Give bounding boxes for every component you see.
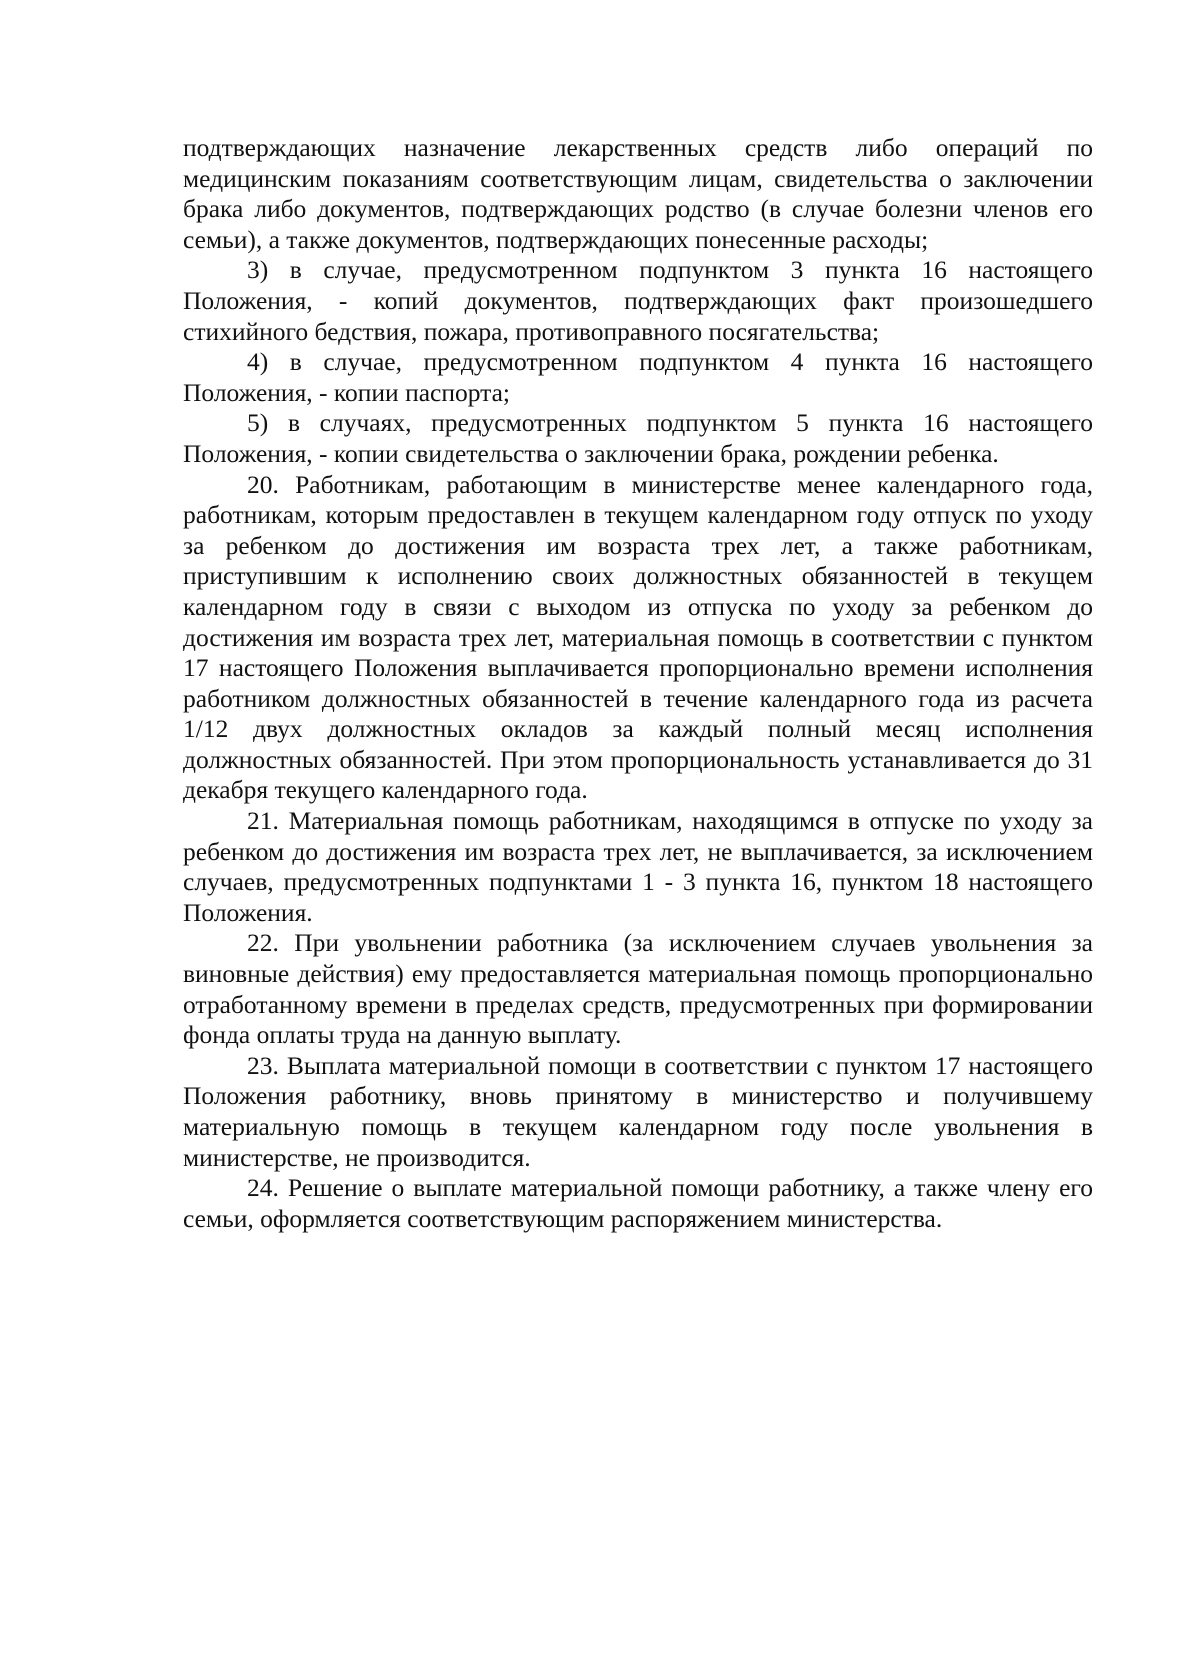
paragraph-item-24: 24. Решение о выплате материальной помощи работнику, а также члену его семьи, оформляется соответствующим распоряжением министерства. — [183, 1173, 1093, 1233]
paragraph-item-23: 23. Выплата материальной помощи в соответствии с пунктом 17 настоящего Положения работнику, вновь принятому в министерство и получившему материальную помощь в текущем календарном году после увольнения в министерстве, не производится. — [183, 1050, 1093, 1172]
document-body — [183, 133, 1093, 1234]
paragraph-item-21: 21. Материальная помощь работникам, находящимся в отпуске по уходу за ребенком до достижения им возраста трех лет, не выплачивается, за исключением случаев, предусмотренных подпунктами 1 - 3 пункта 16, пунктом 18 настоящего Положения. — [183, 806, 1093, 927]
paragraph-item-20: 20. Работникам, работающим в министерстве менее календарного года, работникам, которым предоставлен в текущем календарном году отпуск по уходу за ребенком до достижения им возраста трех лет, а также работникам, приступившим к исполнению своих должностных обязанностей в текущем календарном году в связи с выходом из отпуска по уходу за ребенком до достижения им возраста трех лет, материальная помощь в соответствии с пунктом 17 настоящего Положения выплачивается пропорционально времени исполнения работником должностных обязанностей в течение календарного года из расчета 1/12 двух должностных окладов за каждый полный месяц исполнения должностных обязанностей. При этом пропорциональность устанавливается до 31 декабря текущего календарного года. — [183, 469, 1093, 805]
paragraph-subitem-4: 4) в случае, предусмотренном подпунктом 4 пункта 16 настоящего Положения, - копии паспорта; — [183, 347, 1093, 407]
paragraph-item-22: 22. При увольнении работника (за исключением случаев увольнения за виновные действия) ему предоставляется материальная помощь пропорционально отработанному времени в пределах средств, предусмотренных при формировании фонда оплаты труда на данную выплату. — [183, 928, 1093, 1050]
paragraph-subitem-3: 3) в случае, предусмотренном подпунктом 3 пункта 16 настоящего Положения, - копий документов, подтверждающих факт произошедшего стихийного бедствия, пожара, противоправного посягательства; — [183, 255, 1093, 346]
paragraph-continuation: подтверждающих назначение лекарственных средств либо операций по медицинским показаниям соответствующим лицам, свидетельства о заключении брака либо документов, подтверждающих родство (в случае болезни членов его семьи), а также документов, подтверждающих понесенные расходы; — [183, 133, 1093, 254]
paragraph-subitem-5: 5) в случаях, предусмотренных подпунктом 5 пункта 16 настоящего Положения, - копии свидетельства о заключении брака, рождении ребенка. — [183, 408, 1093, 468]
